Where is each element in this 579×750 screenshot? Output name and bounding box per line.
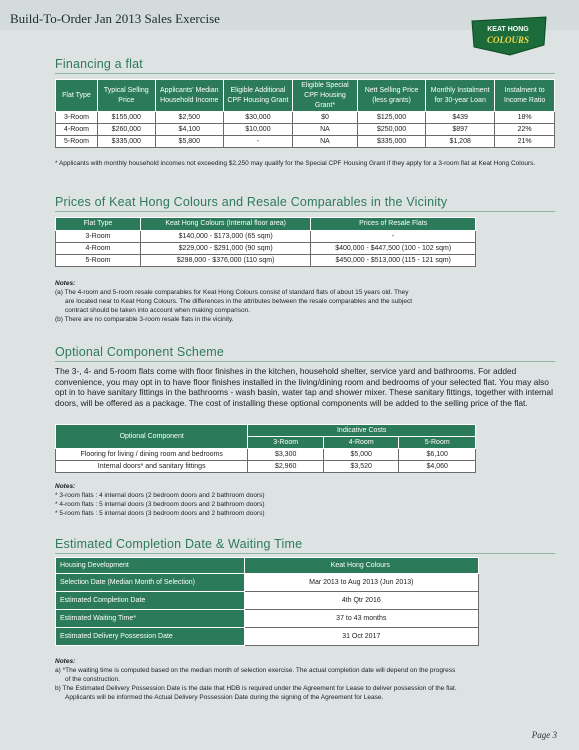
table-cell: $229,000 - $291,000 (90 sqm) — [141, 243, 311, 255]
table-row — [56, 231, 476, 243]
table-cell: $897 — [426, 124, 495, 136]
row-value: 4th Qtr 2016 — [244, 592, 478, 610]
col-income-ratio: Instalment to Income Ratio — [495, 80, 555, 112]
table-cell: Flooring for living / dining room and bedrooms — [56, 449, 248, 461]
optional-title: Optional Component Scheme — [55, 345, 224, 359]
table-cell: 18% — [495, 112, 555, 124]
table-row — [56, 124, 555, 136]
table-row — [56, 592, 479, 610]
col-keat-hong-colours: Keat Hong Colours — [244, 558, 478, 574]
table-cell: $439 — [426, 112, 495, 124]
col-4room: 4-Room — [323, 437, 399, 449]
table-row — [56, 449, 476, 461]
table-cell: $125,000 — [358, 112, 426, 124]
logo-line1: KEAT HONG — [487, 26, 529, 33]
table-cell: $450,000 - $513,000 (115 - 121 sqm) — [311, 255, 476, 267]
logo-line2: COLOURS — [486, 35, 530, 45]
col-3room: 3-Room — [248, 437, 324, 449]
table-cell: NA — [292, 136, 357, 148]
row-value: 31 Oct 2017 — [244, 628, 478, 646]
col-5room: 5-Room — [399, 437, 476, 449]
financing-rule — [55, 73, 555, 74]
col-indicative-costs: Indicative Costs — [248, 425, 476, 437]
prices-notes — [55, 279, 555, 324]
table-cell: $30,000 — [223, 112, 292, 124]
notes-label: Notes: — [55, 658, 76, 665]
table-row — [56, 136, 555, 148]
completion-header-row — [56, 558, 479, 574]
table-row — [56, 112, 555, 124]
note-b: (b) There are no comparable 3-room resale flats in the vicinity. — [55, 316, 234, 323]
optional-paragraph: The 3-, 4- and 5-room flats come with floor finishes in the kitchen, household shelter, service yard and bathrooms. For added convenience, you may opt in to have floor finishes installed in the living/dining room and bedrooms of your selected flat. You may also opt in to have sanitary fittings in the bathrooms - wash basin, water tap and shower mixer. These sanitary fittings, together with internal doors, will be offered as a package. The cost of installing these optional components will be added to the selling price of the flat. — [55, 366, 553, 408]
note-b-line2: Applicants will be informed the Actual Delivery Possession Date during the signing of the Agreement for Lease. — [65, 694, 384, 701]
completion-notes — [55, 657, 565, 702]
table-cell: $298,000 - $376,000 (110 sqm) — [141, 255, 311, 267]
completion-title: Estimated Completion Date & Waiting Time — [55, 537, 303, 551]
note-a: a) *The waiting time is computed based on the median month of selection exercise. The actual completion date will depend on the progress — [55, 667, 456, 674]
note-a: (a) The 4-room and 5-room resale comparables for Keat Hong Colours consist of standard flats of about 15 years old. They — [55, 289, 409, 296]
col-special-grant: Eligible Special CPF Housing Grant* — [292, 80, 357, 112]
col-nett-price: Nett Selling Price (less grants) — [358, 80, 426, 112]
prices-header-row — [56, 218, 476, 231]
financing-table — [55, 79, 555, 148]
table-row — [56, 574, 479, 592]
notes-label: Notes: — [55, 483, 76, 490]
table-cell: $5,000 — [323, 449, 399, 461]
table-cell: $10,000 — [223, 124, 292, 136]
note-3room: * 3-room flats : 4 internal doors (2 bedroom doors and 2 bathroom doors) — [55, 492, 265, 499]
table-cell: $3,300 — [248, 449, 324, 461]
notes-label: Notes: — [55, 280, 76, 287]
col-median-income: Applicants' Median Household Income — [155, 80, 223, 112]
col-flat-type: Flat Type — [56, 218, 141, 231]
optional-notes — [55, 482, 555, 518]
table-cell: $4,060 — [399, 461, 476, 473]
table-cell: $2,500 — [155, 112, 223, 124]
table-cell: $4,100 — [155, 124, 223, 136]
table-cell: $1,208 — [426, 136, 495, 148]
keat-hong-colours-logo — [470, 15, 548, 59]
completion-table — [55, 557, 479, 646]
row-label: Estimated Delivery Possession Date — [56, 628, 245, 646]
table-cell: 22% — [495, 124, 555, 136]
table-cell: $0 — [292, 112, 357, 124]
prices-table — [55, 217, 476, 267]
completion-rule — [55, 553, 555, 554]
row-label: Estimated Waiting Time* — [56, 610, 245, 628]
note-4room: * 4-room flats : 5 internal doors (3 bedroom doors and 2 bathroom doors) — [55, 501, 265, 508]
table-row — [56, 610, 479, 628]
col-monthly-instalment: Monthly Instalment for 30-year Loan — [426, 80, 495, 112]
prices-title: Prices of Keat Hong Colours and Resale Comparables in the Vicinity — [55, 195, 448, 209]
table-cell: - — [311, 231, 476, 243]
financing-title: Financing a flat — [55, 57, 143, 71]
optional-rule — [55, 361, 555, 362]
table-cell: 3-Room — [56, 231, 141, 243]
table-cell: $335,000 — [358, 136, 426, 148]
table-row — [56, 628, 479, 646]
table-cell: $400,000 - $447,500 (100 - 102 sqm) — [311, 243, 476, 255]
note-a-line2: are located near to Keat Hong Colours. The differences in the attributes between the resale comparables and the subject — [65, 298, 413, 305]
financing-footnote: * Applicants with monthly household incomes not exceeding $2,250 may qualify for the Special CPF Housing Grant if they apply for a 3-room flat at Keat Hong Colours. — [55, 160, 536, 167]
document-title: Build-To-Order Jan 2013 Sales Exercise — [10, 11, 220, 26]
row-value: Mar 2013 to Aug 2013 (Jun 2013) — [244, 574, 478, 592]
table-cell: 3-Room — [56, 112, 98, 124]
col-resale: Prices of Resale Flats — [311, 218, 476, 231]
note-5room: * 5-room flats : 5 internal doors (3 bedroom doors and 2 bathroom doors) — [55, 510, 265, 517]
col-optional-component: Optional Component — [56, 425, 248, 449]
col-typical-price: Typical Selling Price — [97, 80, 155, 112]
note-a-line3: contract should be taken into account when making comparison. — [65, 307, 250, 314]
prices-rule — [55, 211, 555, 212]
table-row — [56, 243, 476, 255]
table-cell: 5-Room — [56, 255, 141, 267]
table-cell: 4-Room — [56, 243, 141, 255]
table-cell: - — [223, 136, 292, 148]
optional-header-row — [56, 425, 476, 437]
col-additional-grant: Eligible Additional CPF Housing Grant — [223, 80, 292, 112]
table-cell: $155,000 — [97, 112, 155, 124]
table-row — [56, 461, 476, 473]
table-cell: $335,000 — [97, 136, 155, 148]
row-label: Estimated Completion Date — [56, 592, 245, 610]
table-row — [56, 255, 476, 267]
table-cell: $2,960 — [248, 461, 324, 473]
table-cell: $140,000 - $173,000 (65 sqm) — [141, 231, 311, 243]
note-a-line2: of the construction. — [65, 676, 120, 683]
col-housing-development: Housing Development — [56, 558, 245, 574]
table-cell: 5-Room — [56, 136, 98, 148]
table-cell: $250,000 — [358, 124, 426, 136]
row-value: 37 to 43 months — [244, 610, 478, 628]
table-cell: 4-Room — [56, 124, 98, 136]
table-cell: $3,520 — [323, 461, 399, 473]
table-cell: $6,100 — [399, 449, 476, 461]
note-b: b) The Estimated Delivery Possession Date is the date that HDB is required under the Agreement for Lease to deliver possession of the flat. — [55, 685, 457, 692]
table-cell: $260,000 — [97, 124, 155, 136]
optional-table — [55, 424, 476, 473]
page-number: Page 3 — [531, 730, 557, 740]
row-label: Selection Date (Median Month of Selection) — [56, 574, 245, 592]
col-flat-type: Flat Type — [56, 80, 98, 112]
table-cell: 21% — [495, 136, 555, 148]
table-cell: $5,800 — [155, 136, 223, 148]
financing-header-row — [56, 80, 555, 112]
table-cell: Internal doors* and sanitary fittings — [56, 461, 248, 473]
col-keat-hong: Keat Hong Colours (Internal floor area) — [141, 218, 311, 231]
table-cell: NA — [292, 124, 357, 136]
